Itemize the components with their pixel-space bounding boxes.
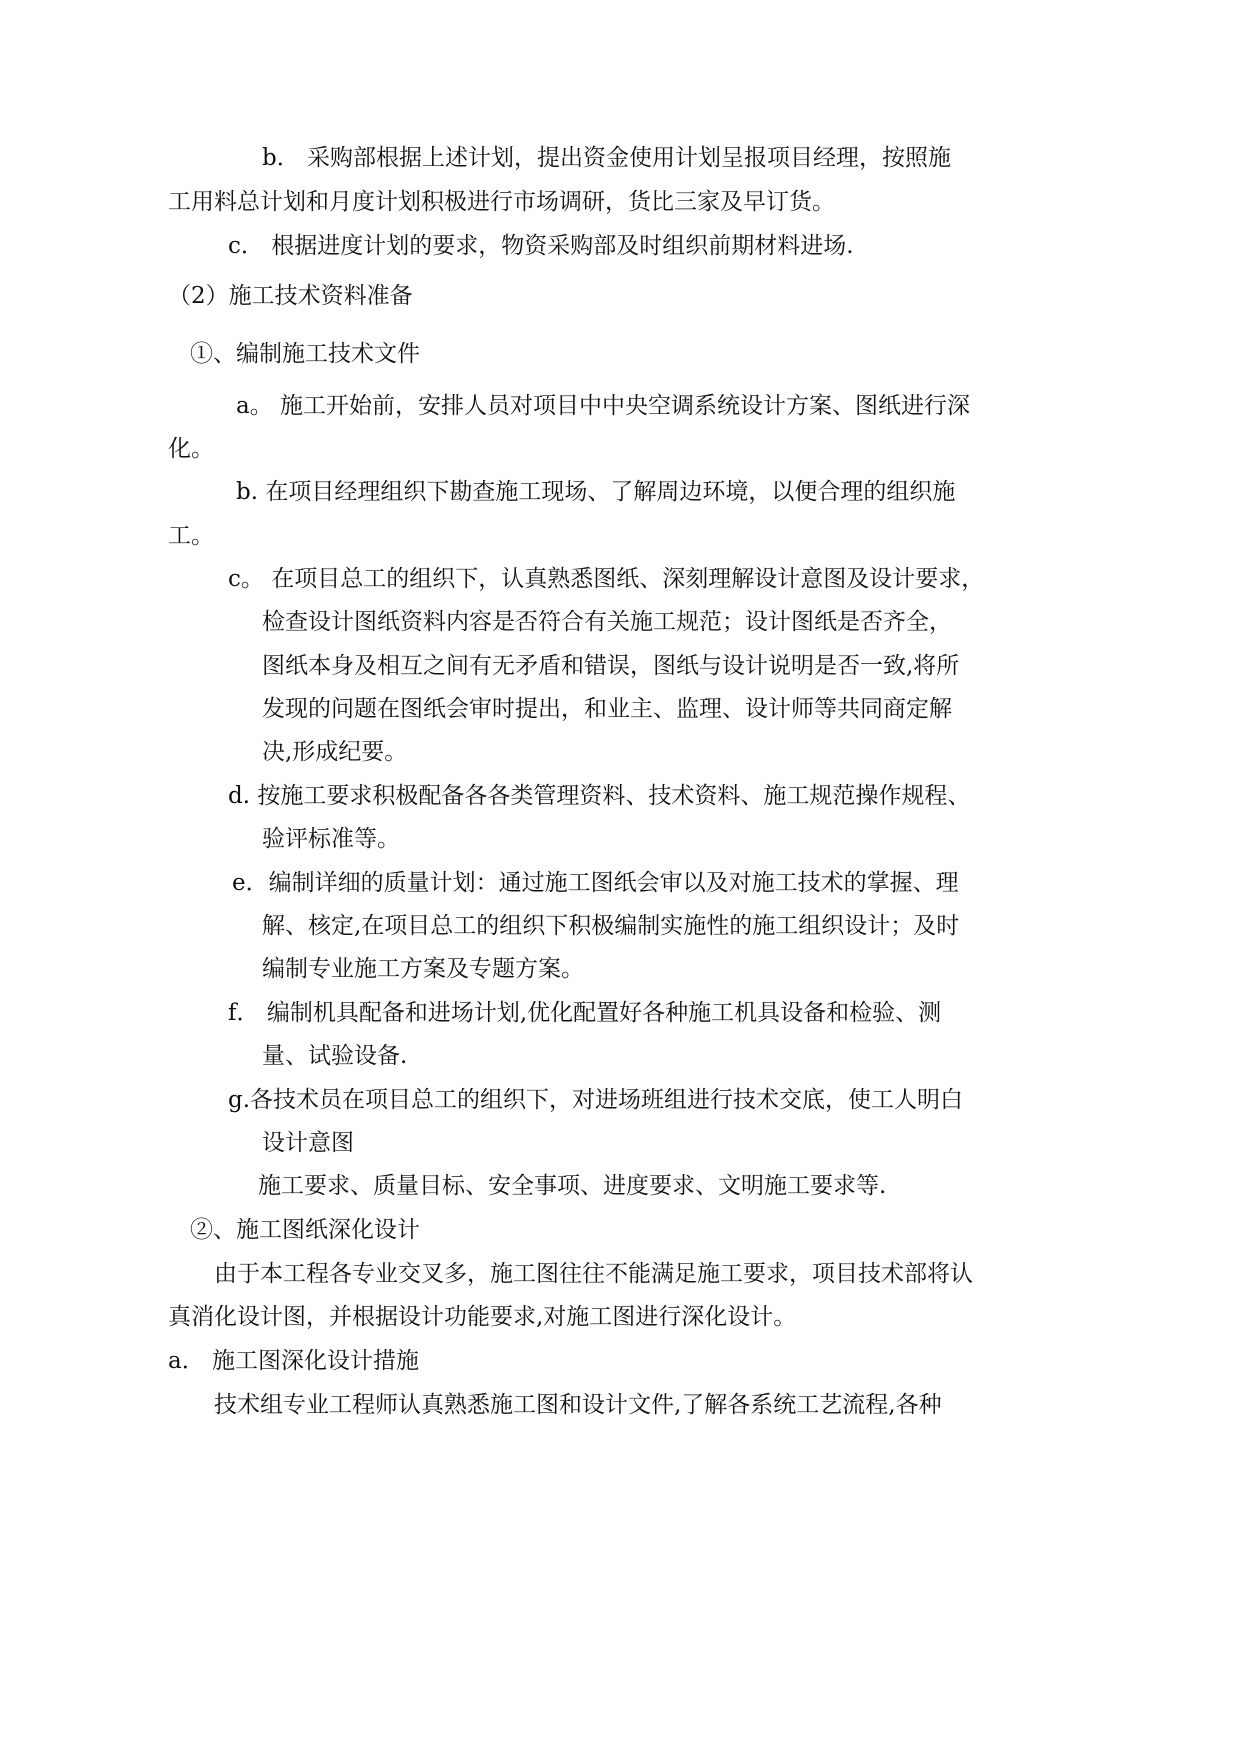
text-line: 施工要求、质量目标、安全事项、进度要求、文明施工要求等. xyxy=(258,1173,887,1199)
text-line: 由于本工程各专业交叉多，施工图往往不能满足施工要求，项目技术部将认 xyxy=(214,1261,973,1287)
text-line: 真消化设计图，并根据设计功能要求,对施工图进行深化设计。 xyxy=(168,1304,797,1330)
text-line: 决,形成纪要。 xyxy=(262,739,408,765)
text-line: a。 施工开始前，安排人员对项目中中央空调系统设计方案、图纸进行深 xyxy=(236,393,971,419)
text-line: 化。 xyxy=(168,436,214,462)
text-line: f． 编制机具配备和进场计划,优化配置好各种施工机具设备和检验、测 xyxy=(228,1000,942,1026)
text-line: 图纸本身及相互之间有无矛盾和错误，图纸与设计说明是否一致,将所 xyxy=(262,653,960,679)
text-line: d. 按施工要求积极配备各各类管理资料、技术资料、施工规范操作规程、 xyxy=(228,783,971,809)
text-line: 检查设计图纸资料内容是否符合有关施工规范；设计图纸是否齐全， xyxy=(262,609,952,635)
text-line: 编制专业施工方案及专题方案。 xyxy=(262,956,584,982)
text-line: 技术组专业工程师认真熟悉施工图和设计文件,了解各系统工艺流程,各种 xyxy=(214,1392,942,1418)
subsection-heading: ②、施工图纸深化设计 xyxy=(190,1217,420,1243)
text-line: 解、核定,在项目总工的组织下积极编制实施性的施工组织设计；及时 xyxy=(262,913,960,939)
text-line: 工用料总计划和月度计划积极进行市场调研，货比三家及早订货。 xyxy=(168,189,835,215)
text-line: b． 采购部根据上述计划，提出资金使用计划呈报项目经理，按照施 xyxy=(262,145,952,171)
text-line: 发现的问题在图纸会审时提出，和业主、监理、设计师等共同商定解 xyxy=(262,696,952,722)
text-line: e．编制详细的质量计划：通过施工图纸会审以及对施工技术的掌握、理 xyxy=(232,870,959,896)
subsection-heading: ①、编制施工技术文件 xyxy=(190,341,420,367)
text-line: 工。 xyxy=(168,523,214,549)
section-heading: （2）施工技术资料准备 xyxy=(168,283,413,309)
text-line: b. 在项目经理组织下勘查施工现场、了解周边环境，以便合理的组织施 xyxy=(236,479,956,505)
text-line: c． 根据进度计划的要求，物资采购部及时组织前期材料进场. xyxy=(228,233,854,259)
text-line: 设计意图 xyxy=(262,1130,354,1156)
text-line: 验评标准等。 xyxy=(262,826,400,852)
text-line: g.各技术员在项目总工的组织下，对进场班组进行技术交底，使工人明白 xyxy=(228,1087,964,1113)
text-line: c。 在项目总工的组织下，认真熟悉图纸、深刻理解设计意图及设计要求， xyxy=(228,566,985,592)
text-line: 量、试验设备. xyxy=(262,1043,408,1069)
text-line: a． 施工图深化设计措施 xyxy=(168,1348,420,1374)
